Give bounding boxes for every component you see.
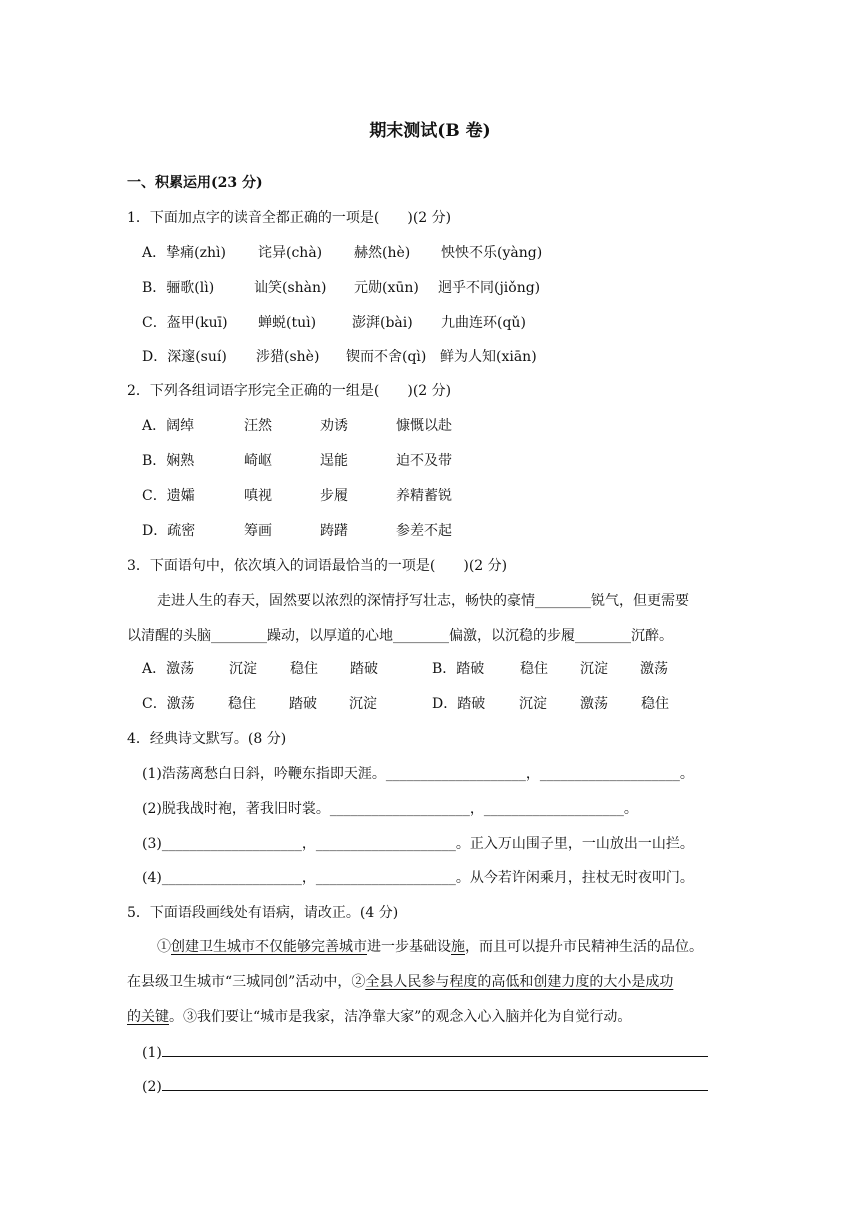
q1-option-text: 澎湃(bài)	[352, 315, 413, 331]
q5-text: ，而且可以提升市民精神生活的品位。	[465, 939, 703, 955]
q5-underlined-text: 创建卫生城市不仅能够完善城市	[171, 939, 367, 955]
q1-option-text: 蝉蜕(tuì)	[258, 315, 317, 331]
q1-option-text: 赫然(hè)	[354, 245, 411, 261]
q4-recitation-line: (2)脱我战时袍，著我旧时裳。____________________，____________________。	[142, 801, 638, 817]
q3-option-text: 踏破	[289, 696, 317, 712]
q2-option-c	[142, 485, 742, 505]
q4-recitation-line: (4)____________________，____________________。从今若许闲乘月，拄杖无时夜叩门。	[142, 870, 694, 886]
q3-option-text: 稳住	[520, 661, 548, 677]
q1-option-text: A．挚痛(zhì)	[142, 245, 226, 261]
q2-option-text: 汪然	[244, 418, 272, 434]
q1-option-text: 涉猎(shè)	[256, 349, 320, 365]
q2-option-text: 踌躇	[320, 523, 348, 539]
q5-answer-line-2[interactable]	[142, 1076, 708, 1095]
q5-underlined-text: 的关键	[127, 1009, 169, 1025]
q1-option-text: 锲而不舍(qì)	[346, 349, 427, 365]
q3-option-text: D．踏破	[432, 696, 486, 712]
q1-option-d	[142, 346, 742, 366]
q5-passage-line	[157, 936, 703, 956]
q5-answer-line-1[interactable]	[142, 1042, 708, 1061]
answer-label: (2)	[142, 1079, 162, 1095]
q3-option-text: 激荡	[640, 661, 668, 677]
q2-option-text: 养精蓄锐	[396, 488, 452, 504]
q1-option-text: 迥乎不同(jiǒng)	[438, 280, 541, 296]
q2-option-text: 参差不起	[396, 523, 452, 539]
answer-label: (1)	[142, 1045, 162, 1061]
q3-passage-line: 以清醒的头脑________躁动，以厚道的心地________偏激，以沉稳的步履________沉醉。	[127, 628, 673, 644]
q5-underlined-text: 施	[451, 939, 465, 955]
q1-option-text: 怏怏不乐(yàng)	[441, 245, 543, 261]
q1-option-text: 九曲连环(qǔ)	[441, 315, 526, 331]
q1-option-text: B．骊歌(lì)	[142, 280, 215, 296]
q3-option-row-cd	[142, 693, 742, 713]
answer-blank[interactable]	[162, 1076, 708, 1091]
q4-recitation-line: (1)浩荡离愁白日斜，吟鞭东指即天涯。____________________，____________________。	[142, 766, 694, 782]
question-2-stem: 2．下列各组词语字形完全正确的一组是( )(2 分)	[127, 383, 452, 399]
q3-option-text: 踏破	[350, 661, 378, 677]
q5-marker: ①	[157, 939, 171, 955]
page-title: 期末测试(B 卷)	[369, 121, 491, 141]
q2-option-text: 崎岖	[244, 453, 272, 469]
q3-option-text: 沉淀	[349, 696, 377, 712]
q3-option-row-ab	[142, 658, 742, 678]
q1-option-a	[142, 242, 742, 262]
q2-option-text: 慷慨以赴	[396, 418, 452, 434]
q3-option-text: A．激荡	[142, 661, 195, 677]
q2-option-text: C．遗孀	[142, 488, 195, 504]
q3-option-text: 沉淀	[580, 661, 608, 677]
q3-option-text: 稳住	[228, 696, 256, 712]
question-1-stem: 1．下面加点字的读音全都正确的一项是( )(2 分)	[127, 210, 452, 226]
q2-option-text: D．疏密	[142, 523, 196, 539]
q2-option-a	[142, 415, 742, 435]
q3-option-text: 稳住	[290, 661, 318, 677]
q2-option-text: B．娴熟	[142, 453, 195, 469]
question-4-stem: 4．经典诗文默写。(8 分)	[127, 731, 287, 747]
q2-option-text: 步履	[320, 488, 348, 504]
q1-option-b	[142, 277, 742, 297]
q3-option-text: 沉淀	[519, 696, 547, 712]
q3-passage-line: 走进人生的春天，固然要以浓烈的深情抒写壮志，畅快的豪情________锐气，但更需要	[157, 593, 689, 609]
q2-option-d	[142, 520, 742, 540]
q3-option-text: C．激荡	[142, 696, 195, 712]
q1-option-text: 诧异(chà)	[258, 245, 323, 261]
q3-option-text: 激荡	[580, 696, 608, 712]
answer-blank[interactable]	[162, 1042, 708, 1057]
q5-text: 进一步基础设	[367, 939, 451, 955]
q3-option-text: B．踏破	[432, 661, 485, 677]
section-heading: 一、积累运用(23 分)	[127, 175, 263, 191]
q5-passage-line	[127, 971, 673, 991]
q5-text: 在县级卫生城市“三城同创”活动中，②	[127, 974, 366, 990]
q2-option-text: 逞能	[320, 453, 348, 469]
question-5-stem: 5．下面语段画线处有语病，请改正。(4 分)	[127, 905, 399, 921]
q5-text: 。③我们要让“城市是我家，洁净靠大家”的观念入心入脑并化为自觉行动。	[169, 1009, 632, 1025]
q1-option-text: 讪笑(shàn)	[254, 280, 327, 296]
q4-recitation-line: (3)____________________，____________________。正入万山围子里，一山放出一山拦。	[142, 836, 694, 852]
q3-option-text: 稳住	[641, 696, 669, 712]
q1-option-text: 元勋(xūn)	[354, 280, 419, 296]
q1-option-c	[142, 312, 742, 332]
q2-option-text: 嗔视	[244, 488, 272, 504]
q5-passage-line	[127, 1006, 631, 1026]
q1-option-text: C．盔甲(kuī)	[142, 315, 228, 331]
q3-option-text: 沉淀	[229, 661, 257, 677]
q1-option-text: 鲜为人知(xiān)	[440, 349, 537, 365]
q2-option-text: 劝诱	[320, 418, 348, 434]
q1-option-text: D．深邃(suí)	[142, 349, 227, 365]
q2-option-text: 迫不及带	[396, 453, 452, 469]
q2-option-b	[142, 450, 742, 470]
q2-option-text: A．阔绰	[142, 418, 195, 434]
q5-underlined-text: 全县人民参与程度的高低和创建力度的大小是成功	[365, 974, 674, 990]
question-3-stem: 3．下面语句中，依次填入的词语最恰当的一项是( )(2 分)	[127, 558, 508, 574]
q2-option-text: 筹画	[244, 523, 272, 539]
